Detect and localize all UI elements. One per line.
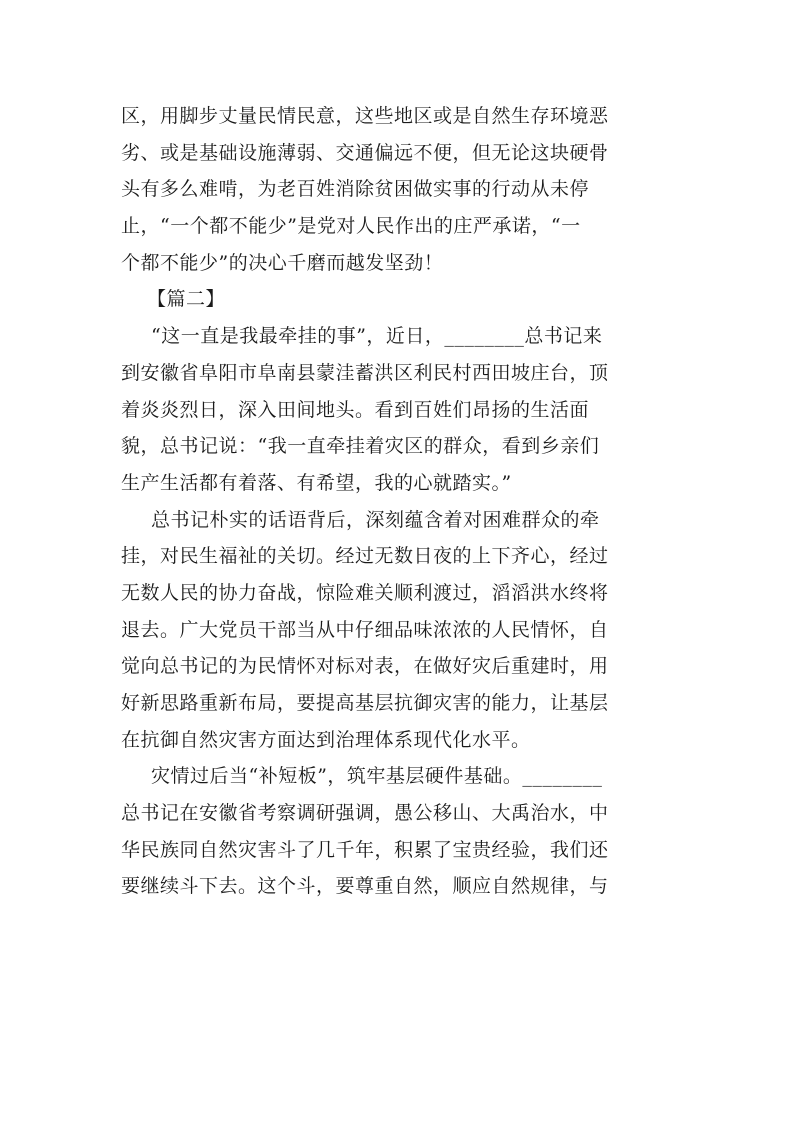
text-line: 好新思路重新布局，要提高基层抗御灾害的能力，让基层 xyxy=(121,692,609,714)
section-heading xyxy=(121,281,666,318)
text-line: 劣、或是基础设施薄弱、交通偏远不便，但无论这块硬骨 xyxy=(121,141,609,164)
section-heading-text: 【篇二】 xyxy=(147,288,226,311)
text-line: 生产生活都有着落、有希望，我的心就踏实。” xyxy=(121,471,512,494)
text-line: 在抗御自然灾害方面达到治理体系现代化水平。 xyxy=(121,728,531,751)
text-line: 个都不能少”的决心千磨而越发坚劲！ xyxy=(121,251,444,274)
text-line: 总书记朴实的话语背后，深刻蕴含着对困难群众的牵 xyxy=(151,508,600,531)
text-line: 觉向总书记的为民情怀对标对表，在做好灾后重建时，用 xyxy=(121,655,609,678)
text-line: 退去。广大党员干部当从中仔细品味浓浓的人民情怀，自 xyxy=(121,618,609,641)
body-text xyxy=(121,98,666,905)
text-line: 无数人民的协力奋战，惊险难关顺利渡过，滔滔洪水终将 xyxy=(121,581,609,604)
text-line: 到安徽省阜阳市阜南县蒙洼蓄洪区利民村西田坡庄台，顶 xyxy=(121,361,609,384)
paragraph xyxy=(121,502,666,759)
text-line: 区，用脚步丈量民情民意，这些地区或是自然生存环境恶 xyxy=(121,105,609,127)
text-line: 貌，总书记说：“我一直牵挂着灾区的群众，看到乡亲们 xyxy=(121,435,600,458)
text-line: 挂，对民生福祉的关切。经过无数日夜的上下齐心，经过 xyxy=(121,545,609,568)
paragraph-continuation xyxy=(121,98,666,281)
text-line: 华民族同自然灾害斗了几千年，积累了宝贵经验，我们还 xyxy=(121,838,609,861)
text-line: 要继续斗下去。这个斗，要尊重自然，顺应自然规律，与 xyxy=(121,875,609,898)
paragraph xyxy=(121,318,666,501)
text-line: 总书记在安徽省考察调研强调，愚公移山、大禹治水，中 xyxy=(121,802,609,825)
text-line: “这一直是我最牵挂的事”，近日，________总书记来 xyxy=(151,325,603,348)
paragraph xyxy=(121,758,666,905)
text-line: 着炎炎烈日，深入田间地头。看到百姓们昂扬的生活面 xyxy=(121,398,590,421)
text-line: 头有多么难啃，为老百姓消除贫困做实事的行动从未停 xyxy=(121,178,590,201)
text-line: 灾情过后当“补短板”，筑牢基层硬件基础。________ xyxy=(151,765,603,788)
text-line: 止，“一个都不能少”是党对人民作出的庄严承诺，“一 xyxy=(121,215,581,238)
